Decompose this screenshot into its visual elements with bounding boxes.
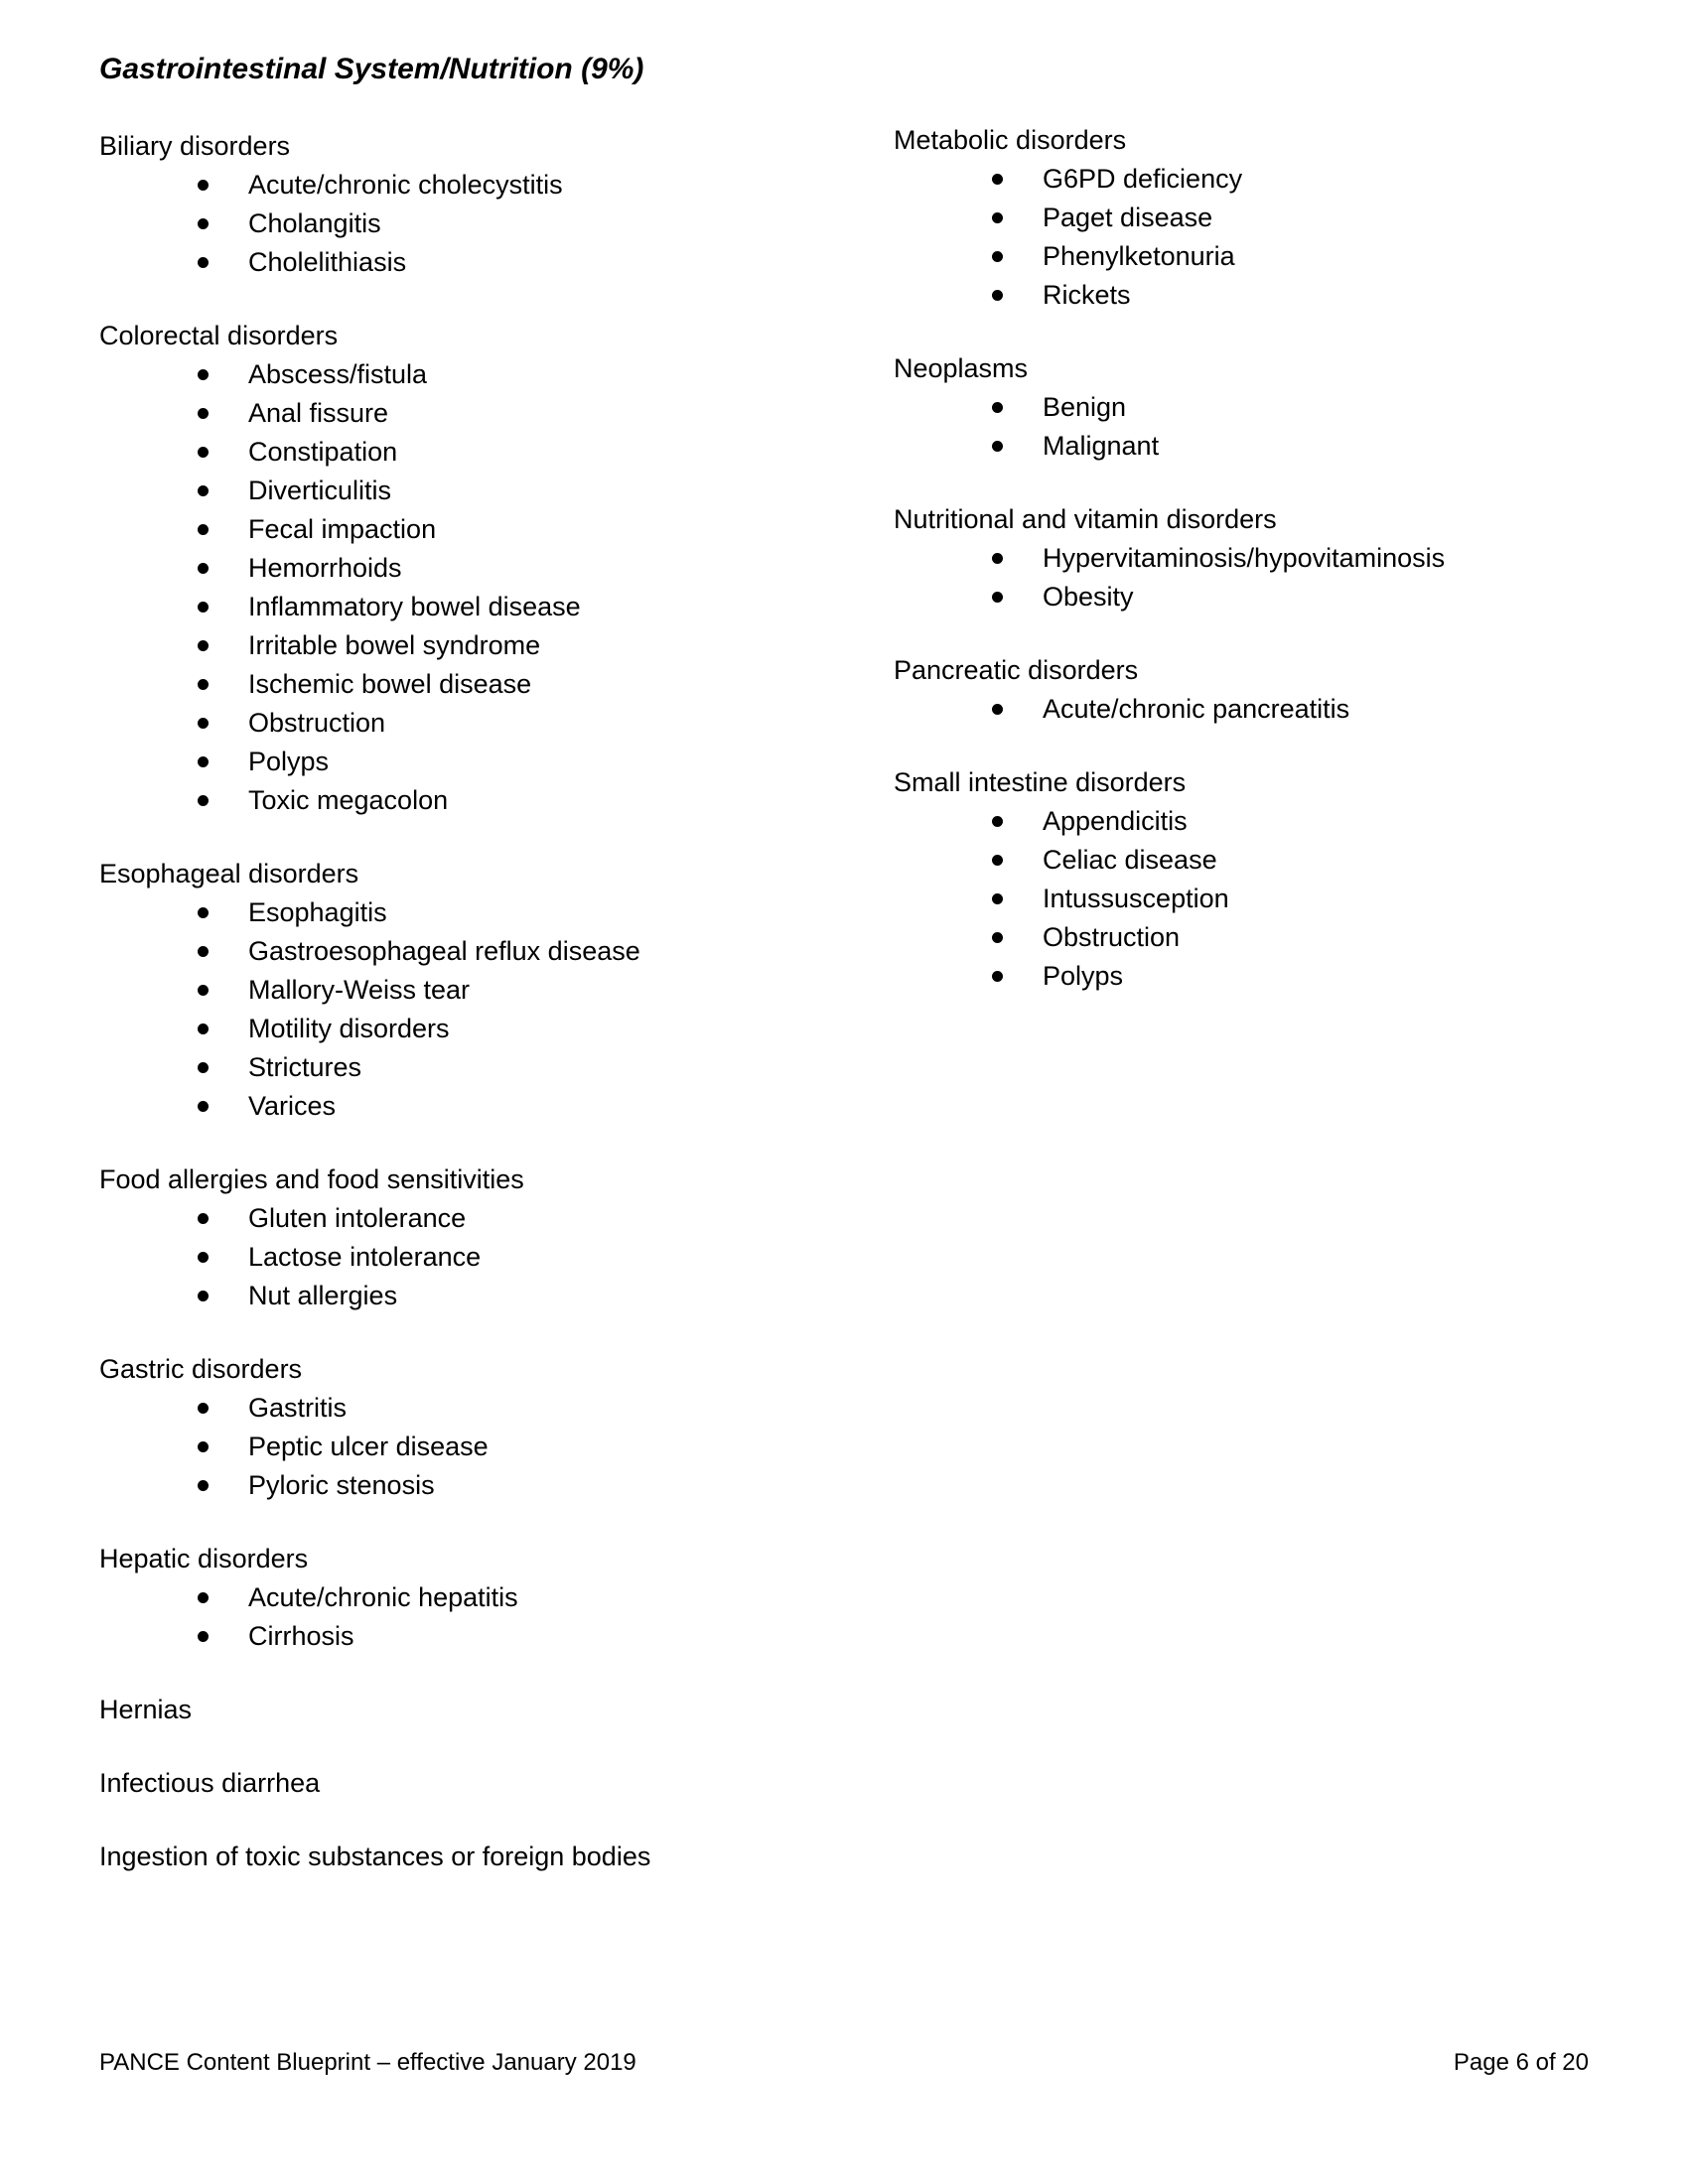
topic-list <box>99 166 854 282</box>
right-column <box>894 121 1609 1030</box>
list-item-label: Motility disorders <box>248 1014 450 1043</box>
topic-list <box>99 355 854 820</box>
section-heading: Small intestine disorders <box>894 767 1187 797</box>
list-item <box>99 626 854 665</box>
list-item <box>99 472 854 510</box>
list-item <box>99 781 854 820</box>
list-item-label: Obstruction <box>1043 922 1181 952</box>
list-item <box>99 1199 854 1238</box>
topic-list <box>894 160 1609 315</box>
topic-section <box>894 349 1609 466</box>
list-item <box>894 199 1609 237</box>
bullet-icon <box>992 704 1003 715</box>
list-item <box>99 932 854 971</box>
page-title: Gastrointestinal System/Nutrition (9%) <box>99 53 644 85</box>
list-item-label: Diverticulitis <box>248 476 392 505</box>
topic-section <box>99 127 854 282</box>
list-item <box>894 690 1609 729</box>
list-item-label: Fecal impaction <box>248 514 437 544</box>
list-item-label: Lactose intolerance <box>248 1242 482 1272</box>
bullet-icon <box>198 180 209 191</box>
bullet-icon <box>992 553 1003 564</box>
list-item <box>99 1578 854 1617</box>
bullet-icon <box>198 1592 209 1603</box>
bullet-icon <box>198 1480 209 1491</box>
list-item-label: Intussusception <box>1043 884 1229 913</box>
topic-section <box>99 1838 854 1876</box>
list-item <box>894 918 1609 957</box>
list-item <box>894 388 1609 427</box>
list-item-label: G6PD deficiency <box>1043 164 1243 194</box>
bullet-icon <box>198 602 209 613</box>
bullet-icon <box>992 592 1003 603</box>
topic-list <box>99 1199 854 1315</box>
section-heading: Gastric disorders <box>99 1354 303 1384</box>
list-item <box>894 276 1609 315</box>
list-item <box>99 665 854 704</box>
topic-section <box>99 317 854 820</box>
bullet-icon <box>198 218 209 229</box>
list-item <box>99 433 854 472</box>
section-heading: Neoplasms <box>894 353 1029 383</box>
list-item-label: Abscess/fistula <box>248 359 428 389</box>
list-item <box>894 160 1609 199</box>
list-item-label: Acute/chronic cholecystitis <box>248 170 563 200</box>
section-heading: Hepatic disorders <box>99 1544 309 1573</box>
list-item-label: Pyloric stenosis <box>248 1470 435 1500</box>
list-item-label: Ischemic bowel disease <box>248 669 532 699</box>
list-item <box>99 243 854 282</box>
list-item <box>99 205 854 243</box>
bullet-icon <box>198 1024 209 1034</box>
bullet-icon <box>992 290 1003 301</box>
topic-section <box>99 1764 854 1803</box>
list-item-label: Malignant <box>1043 431 1160 461</box>
bullet-icon <box>198 257 209 268</box>
topic-section <box>99 1540 854 1656</box>
bullet-icon <box>198 718 209 729</box>
bullet-icon <box>992 251 1003 262</box>
topic-section <box>894 651 1609 729</box>
left-column <box>99 127 854 1911</box>
list-item <box>99 510 854 549</box>
list-item <box>894 427 1609 466</box>
bullet-icon <box>992 971 1003 982</box>
list-item-label: Cirrhosis <box>248 1621 354 1651</box>
footer-document-title: PANCE Content Blueprint – effective January 2019 <box>99 2049 636 2076</box>
bullet-icon <box>992 402 1003 413</box>
list-item-label: Gastroesophageal reflux disease <box>248 936 640 966</box>
bullet-icon <box>198 1252 209 1263</box>
list-item-label: Obesity <box>1043 582 1134 612</box>
bullet-icon <box>992 932 1003 943</box>
bullet-icon <box>198 795 209 806</box>
bullet-icon <box>992 893 1003 904</box>
list-item-label: Inflammatory bowel disease <box>248 592 581 621</box>
list-item <box>99 1010 854 1048</box>
list-item <box>99 1428 854 1466</box>
section-heading: Pancreatic disorders <box>894 655 1139 685</box>
bullet-icon <box>198 524 209 535</box>
list-item-label: Obstruction <box>248 708 386 738</box>
list-item <box>99 1087 854 1126</box>
list-item <box>894 237 1609 276</box>
list-item-label: Constipation <box>248 437 398 467</box>
list-item-label: Celiac disease <box>1043 845 1217 875</box>
bullet-icon <box>198 907 209 918</box>
bullet-icon <box>198 640 209 651</box>
list-item-label: Benign <box>1043 392 1127 422</box>
bullet-icon <box>198 985 209 996</box>
list-item-label: Esophagitis <box>248 897 387 927</box>
bullet-icon <box>198 1062 209 1073</box>
bullet-icon <box>198 447 209 458</box>
list-item <box>99 1466 854 1505</box>
bullet-icon <box>992 174 1003 185</box>
bullet-icon <box>992 212 1003 223</box>
topic-list <box>894 539 1609 616</box>
topic-section <box>99 1691 854 1729</box>
topic-list <box>99 1389 854 1505</box>
bullet-icon <box>198 1213 209 1224</box>
topic-list <box>894 690 1609 729</box>
list-item <box>894 539 1609 578</box>
list-item <box>99 1048 854 1087</box>
bullet-icon <box>198 563 209 574</box>
list-item-label: Acute/chronic hepatitis <box>248 1582 518 1612</box>
list-item-label: Acute/chronic pancreatitis <box>1043 694 1350 724</box>
bullet-icon <box>198 1291 209 1301</box>
list-item <box>99 743 854 781</box>
bullet-icon <box>198 946 209 957</box>
list-item-label: Toxic megacolon <box>248 785 449 815</box>
list-item <box>99 704 854 743</box>
bullet-icon <box>198 1403 209 1414</box>
list-item <box>894 957 1609 996</box>
list-item-label: Cholangitis <box>248 208 381 238</box>
topic-list <box>894 802 1609 996</box>
list-item <box>99 1238 854 1277</box>
bullet-icon <box>198 679 209 690</box>
list-item <box>894 578 1609 616</box>
list-item <box>99 1389 854 1428</box>
list-item-label: Hypervitaminosis/hypovitaminosis <box>1043 543 1446 573</box>
bullet-icon <box>992 816 1003 827</box>
list-item <box>894 841 1609 880</box>
list-item <box>99 971 854 1010</box>
topic-list <box>99 893 854 1126</box>
section-heading: Hernias <box>99 1695 193 1724</box>
list-item <box>99 1277 854 1315</box>
section-heading: Metabolic disorders <box>894 125 1127 155</box>
bullet-icon <box>198 1441 209 1452</box>
bullet-icon <box>198 756 209 767</box>
topic-section <box>894 500 1609 616</box>
list-item-label: Appendicitis <box>1043 806 1188 836</box>
section-heading: Food allergies and food sensitivities <box>99 1164 524 1194</box>
list-item-label: Peptic ulcer disease <box>248 1432 489 1461</box>
topic-section <box>894 763 1609 996</box>
list-item <box>99 394 854 433</box>
list-item-label: Rickets <box>1043 280 1131 310</box>
topic-list <box>894 388 1609 466</box>
list-item-label: Nut allergies <box>248 1281 398 1310</box>
list-item-label: Polyps <box>248 747 330 776</box>
list-item <box>99 166 854 205</box>
list-item <box>99 549 854 588</box>
list-item-label: Gluten intolerance <box>248 1203 467 1233</box>
list-item-label: Polyps <box>1043 961 1124 991</box>
list-item <box>99 1617 854 1656</box>
list-item <box>894 802 1609 841</box>
list-item-label: Paget disease <box>1043 203 1213 232</box>
bullet-icon <box>198 1631 209 1642</box>
list-item <box>894 880 1609 918</box>
topic-section <box>99 855 854 1126</box>
topic-section <box>99 1350 854 1505</box>
section-heading: Esophageal disorders <box>99 859 359 888</box>
list-item-label: Anal fissure <box>248 398 389 428</box>
bullet-icon <box>198 369 209 380</box>
list-item-label: Varices <box>248 1091 337 1121</box>
bullet-icon <box>992 441 1003 452</box>
list-item-label: Cholelithiasis <box>248 247 407 277</box>
section-heading: Biliary disorders <box>99 131 291 161</box>
list-item <box>99 893 854 932</box>
bullet-icon <box>198 485 209 496</box>
list-item-label: Irritable bowel syndrome <box>248 630 541 660</box>
topic-section <box>99 1160 854 1315</box>
topic-list <box>99 1578 854 1656</box>
list-item-label: Gastritis <box>248 1393 348 1423</box>
list-item-label: Hemorrhoids <box>248 553 402 583</box>
topic-section <box>894 121 1609 315</box>
list-item-label: Strictures <box>248 1052 362 1082</box>
bullet-icon <box>992 855 1003 866</box>
section-heading: Colorectal disorders <box>99 321 339 350</box>
bullet-icon <box>198 1101 209 1112</box>
list-item-label: Mallory-Weiss tear <box>248 975 471 1005</box>
footer-page-number: Page 6 of 20 <box>1453 2049 1589 2076</box>
bullet-icon <box>198 408 209 419</box>
list-item <box>99 355 854 394</box>
section-heading: Infectious diarrhea <box>99 1768 321 1798</box>
list-item <box>99 588 854 626</box>
list-item-label: Phenylketonuria <box>1043 241 1235 271</box>
section-heading: Nutritional and vitamin disorders <box>894 504 1277 534</box>
section-heading: Ingestion of toxic substances or foreign bodies <box>99 1842 651 1871</box>
